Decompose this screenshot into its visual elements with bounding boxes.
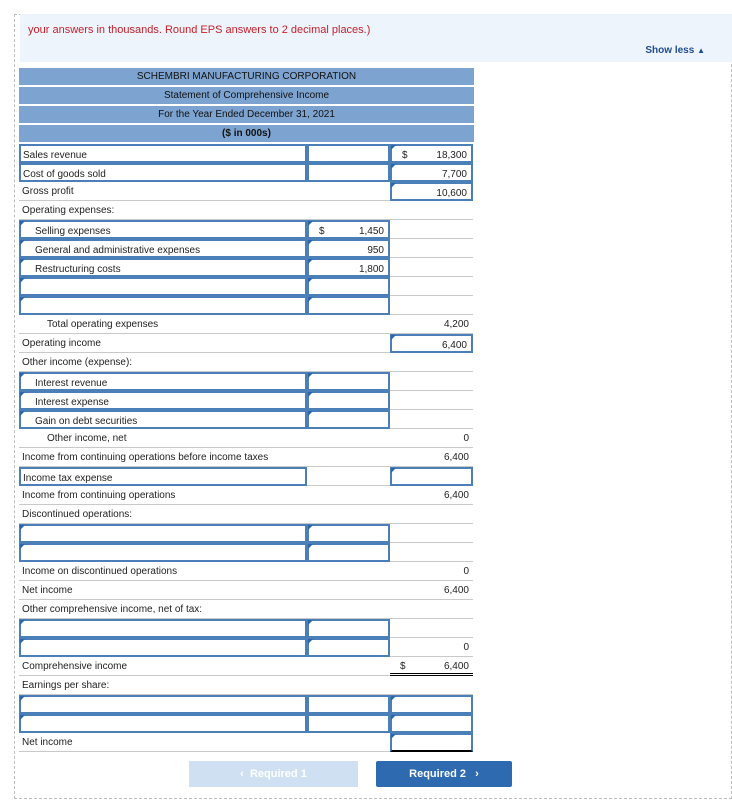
table-row [19,505,475,524]
total-cell [390,277,473,296]
row-label: Income on discontinued operations [22,566,178,577]
total-cell [390,600,473,619]
table-row [19,334,475,353]
total-cell [390,657,473,676]
amount-cell [307,581,390,600]
row-label: Earnings per share: [22,680,110,691]
label-cell [19,733,307,752]
label-cell [19,581,307,600]
table-row [19,163,475,182]
table-row [19,657,475,676]
total-input[interactable] [390,695,473,714]
table-row [19,714,475,733]
label-cell [19,486,307,505]
amount-cell [307,448,390,467]
total-input[interactable] [390,714,473,733]
row-label: Selling expenses [35,226,111,237]
table-row [19,581,475,600]
row-label: Discontinued operations: [22,509,133,520]
row-label: Interest expense [35,397,109,408]
row-label: Net income [22,737,73,748]
table-row [19,277,475,296]
amount-input[interactable] [307,695,390,714]
total-value: 0 [463,642,469,653]
header-period: For the Year Ended December 31, 2021 [19,106,474,124]
total-cell [390,562,473,581]
total-input[interactable] [390,467,473,486]
label-input[interactable] [19,372,307,391]
total-value: 10,600 [436,188,467,199]
amount-value: 1,800 [358,264,384,275]
label-cell [19,429,307,448]
label-cell [19,334,307,353]
table-row [19,524,475,543]
total-value: 4,200 [443,319,469,330]
label-input[interactable] [19,543,307,562]
dollar-sign: $ [319,226,325,237]
amount-cell [307,733,390,752]
table-row [19,296,475,315]
table-row [19,619,475,638]
label-input[interactable] [19,144,307,163]
table-row [19,258,475,277]
table-row [19,676,475,695]
header-company: SCHEMBRI MANUFACTURING CORPORATION [19,68,474,86]
amount-cell [307,353,390,372]
amount-cell [307,315,390,334]
amount-cell [307,505,390,524]
amount-input[interactable] [307,391,390,410]
total-input[interactable] [390,182,473,201]
amount-cell [307,334,390,353]
dollar-sign: $ [402,150,408,161]
label-input[interactable] [19,619,307,638]
amount-input[interactable] [307,372,390,391]
label-input[interactable] [19,239,307,258]
row-label: Operating expenses: [22,205,115,216]
total-input[interactable] [390,334,473,353]
total-cell [390,239,473,258]
table-row [19,543,475,562]
table-row [19,448,475,467]
table-row [19,353,475,372]
next-button[interactable] [376,761,512,787]
amount-input[interactable] [307,543,390,562]
table-row [19,144,475,163]
show-less-link[interactable] [645,45,705,56]
label-cell [19,600,307,619]
total-value: 18,300 [436,150,467,161]
table-row [19,467,475,486]
chevron-left-icon: ‹ [240,768,244,780]
amount-cell [307,676,390,695]
amount-input[interactable] [307,163,390,182]
amount-cell [307,182,390,201]
amount-input[interactable] [307,524,390,543]
label-input[interactable] [19,638,307,657]
table-row [19,410,475,429]
label-cell [19,201,307,220]
amount-cell [307,201,390,220]
instructions-text: your answers in thousands. Round EPS answers to 2 decimal places.) [28,24,371,36]
total-cell [390,201,473,220]
amount-input[interactable] [307,258,390,277]
row-label: General and administrative expenses [35,245,201,256]
table-row [19,562,475,581]
amount-cell [307,600,390,619]
header-units: ($ in 000s) [19,125,474,143]
row-label: Interest revenue [35,378,108,389]
amount-cell [307,467,390,486]
amount-input[interactable] [307,714,390,733]
table-row [19,220,475,239]
amount-input[interactable] [307,144,390,163]
table-row [19,391,475,410]
row-label: Gain on debt securities [35,416,138,427]
row-label: Other comprehensive income, net of tax: [22,604,203,615]
total-cell [390,296,473,315]
total-value: 6,400 [443,452,469,463]
label-cell [19,182,307,201]
total-cell [390,410,473,429]
amount-input[interactable] [307,619,390,638]
table-row [19,638,475,657]
total-cell [390,524,473,543]
label-input[interactable] [19,714,307,733]
chevron-right-icon: › [475,768,479,780]
row-label: Total operating expenses [47,319,159,330]
total-input[interactable] [390,163,473,182]
amount-cell [307,562,390,581]
show-less-label: Show less [645,45,695,56]
amount-input[interactable] [307,638,390,657]
label-input[interactable] [19,467,307,486]
total-cell [390,391,473,410]
total-cell [390,315,473,334]
total-cell [390,372,473,391]
total-cell [390,638,473,657]
amount-cell [307,429,390,448]
total-cell [390,429,473,448]
table-row [19,486,475,505]
label-input[interactable] [19,524,307,543]
header-statement: Statement of Comprehensive Income [19,87,474,105]
label-cell [19,448,307,467]
row-label: Sales revenue [23,150,87,161]
table-row [19,201,475,220]
total-cell [390,581,473,600]
row-label: Other income, net [47,433,127,444]
total-cell [390,505,473,524]
table-row [19,315,475,334]
label-input[interactable] [19,695,307,714]
total-value: 6,400 [443,490,469,501]
label-cell [19,505,307,524]
total-value: 6,400 [443,661,469,672]
total-cell [390,448,473,467]
total-input[interactable] [390,144,473,163]
instructions-panel [20,14,732,62]
dollar-sign: $ [400,661,406,672]
table-row [19,600,475,619]
amount-input[interactable] [307,220,390,239]
row-label: Cost of goods sold [23,169,106,180]
label-cell [19,657,307,676]
row-label: Income from continuing operations before income taxes [22,452,269,463]
label-cell [19,676,307,695]
table-row [19,372,475,391]
row-label: Gross profit [22,186,74,197]
label-input[interactable] [19,258,307,277]
total-cell [390,543,473,562]
table-row [19,733,475,752]
table-row [19,239,475,258]
amount-input[interactable] [307,410,390,429]
amount-input[interactable] [307,296,390,315]
amount-value: 950 [367,245,384,256]
table-row [19,695,475,714]
prev-button[interactable] [189,761,358,787]
row-label: Restructuring costs [35,264,121,275]
label-input[interactable] [19,296,307,315]
total-cell [390,619,473,638]
label-input[interactable] [19,220,307,239]
label-input[interactable] [19,277,307,296]
total-cell [390,258,473,277]
row-label: Comprehensive income [22,661,128,672]
row-label: Operating income [22,338,101,349]
triangle-up-icon: ▲ [697,46,705,55]
amount-value: 1,450 [358,226,384,237]
label-cell [19,562,307,581]
row-label: Income tax expense [23,473,113,484]
total-input[interactable] [390,733,473,752]
row-label: Income from continuing operations [22,490,176,501]
amount-input[interactable] [307,239,390,258]
total-value: 0 [463,433,469,444]
row-label: Other income (expense): [22,357,133,368]
total-value: 6,400 [443,585,469,596]
label-input[interactable] [19,163,307,182]
total-value: 0 [463,566,469,577]
table-row [19,429,475,448]
label-cell [19,315,307,334]
total-value: 7,700 [441,169,467,180]
total-cell [390,486,473,505]
table-row [19,182,475,201]
next-button-label: Required 2 [409,768,466,780]
total-cell [390,353,473,372]
total-value: 6,400 [441,340,467,351]
prev-button-label: Required 1 [249,768,307,780]
label-cell [19,353,307,372]
amount-input[interactable] [307,277,390,296]
label-input[interactable] [19,391,307,410]
income-statement-table [19,144,475,752]
row-label: Net income [22,585,73,596]
total-cell [390,220,473,239]
amount-cell [307,486,390,505]
total-cell [390,676,473,695]
amount-cell [307,657,390,676]
label-input[interactable] [19,410,307,429]
